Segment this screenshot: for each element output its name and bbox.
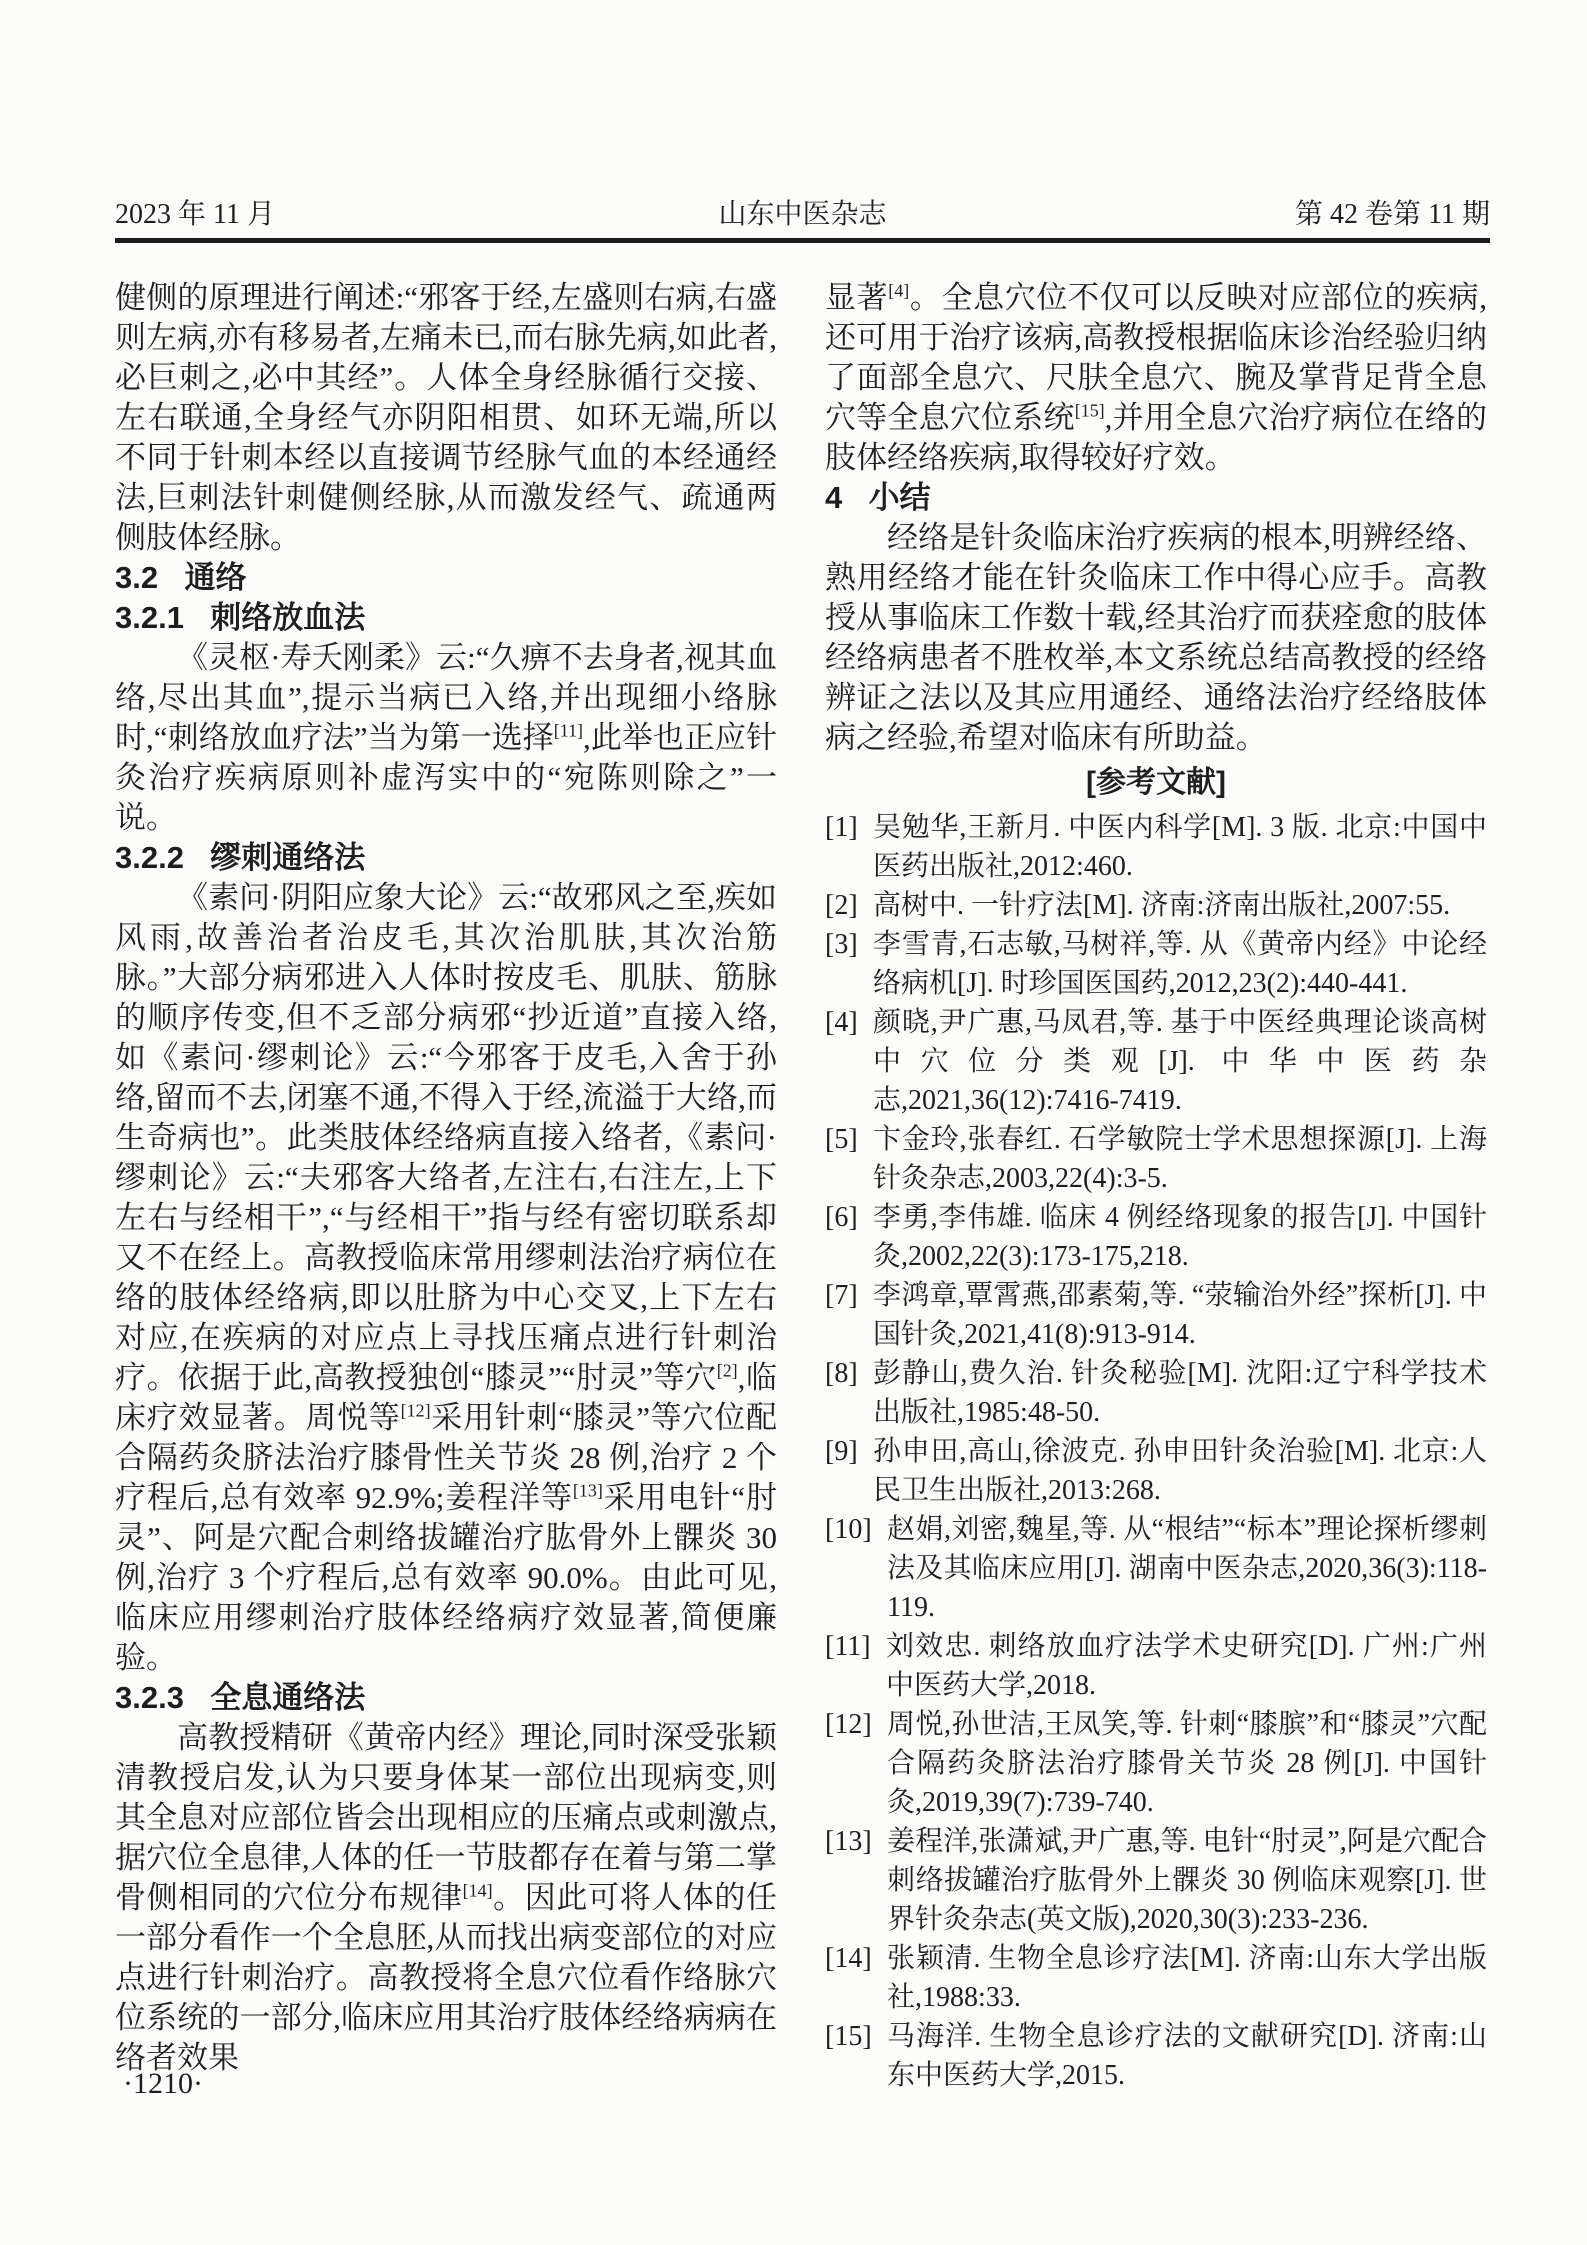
reference-item — [825, 1627, 1487, 1705]
reference-text: 刘效忠. 刺络放血疗法学术史研究[D]. 广州:广州中医药大学,2018. — [886, 1631, 1487, 1701]
section-number: 3.2 — [115, 560, 159, 595]
reference-item — [825, 1003, 1487, 1120]
text-segment: 高教授精研《黄帝内经》理论,同时深受张颖清教授启发,认为只要身体某一部位出现病变,则其全息对应部位皆会出现相应的压痛点或刺激点,据穴位全息律,人体的任一节肢都存在着与第二掌骨侧相同的穴位分布规律 — [115, 1720, 777, 1915]
right-column — [825, 278, 1487, 2095]
page-footer — [123, 2066, 203, 2102]
heading-4 — [825, 478, 1487, 518]
section-title: 缪刺通络法 — [210, 840, 366, 875]
header-journal-title: 山东中医杂志 — [718, 199, 887, 230]
reference-number: [7] — [825, 1280, 858, 1311]
reference-item — [825, 1276, 1487, 1354]
reference-item — [825, 808, 1487, 886]
reference-text: 彭静山,费久治. 针灸秘验[M]. 沈阳:辽宁科学技术出版社,1985:48-50. — [873, 1358, 1487, 1428]
text-segment: 显著 — [825, 280, 889, 315]
reference-text: 孙申田,高山,徐波克. 孙申田针灸治验[M]. 北京:人民卫生出版社,2013:268. — [873, 1436, 1487, 1506]
reference-text: 姜程洋,张潇斌,尹广惠,等. 电针“肘灵”,阿是穴配合刺络拔罐治疗肱骨外上髁炎 30 例临床观察[J]. 世界针灸杂志(英文版),2020,30(3):233-236. — [887, 1826, 1487, 1935]
running-head — [115, 198, 1490, 232]
text-segment: 采用针刺“膝灵”等穴位配合隔药灸脐法治疗膝骨性关节炎 28 例,治疗 2 个疗程后,总有效率 92.9%;姜程洋等 — [115, 1400, 777, 1515]
paragraph-ciluo-fangxue — [115, 638, 777, 838]
text-segment: 。因此可将人体的任一部分看作一个全息胚,从而找出病变部位的对应点进行针刺治疗。高教授将全息穴位看作络脉穴位系统的一部分,临床应用其治疗肢体经络病病在络者效果 — [115, 1880, 778, 2075]
text-segment: 采用电针“肘灵”、阿是穴配合刺络拔罐治疗肱骨外上髁炎 30 例,治疗 3 个疗程后,总有效率 90.0%。由此可见,临床应用缪刺治疗肢体经络病疗效显著,简便廉验。 — [115, 1480, 778, 1675]
reference-number: [8] — [825, 1358, 858, 1389]
section-title: 通络 — [184, 560, 247, 595]
section-number: 4 — [825, 480, 843, 515]
heading-3-2-3 — [115, 1678, 777, 1718]
citation-superscript: [13] — [572, 1480, 603, 1501]
text-segment: 《灵枢·寿夭刚柔》云:“久痹不去身者,视其血络,尽出其血”,提示当病已入络,并出现细小络脉时,“刺络放血疗法”当为第一选择 — [115, 640, 777, 755]
reference-text: 卞金玲,张春红. 石学敏院士学术思想探源[J]. 上海针灸杂志,2003,22(4):3-5. — [873, 1124, 1487, 1194]
reference-number: [11] — [825, 1631, 871, 1662]
text-segment: ,临床疗效显著。周悦等 — [115, 1360, 777, 1435]
reference-item — [825, 1354, 1487, 1432]
section-title: 小结 — [868, 480, 931, 515]
reference-number: [3] — [825, 929, 858, 960]
reference-number: [12] — [825, 1709, 872, 1740]
citation-superscript: [12] — [400, 1400, 431, 1421]
article-body — [115, 278, 1487, 2095]
reference-number: [14] — [825, 1943, 872, 1974]
reference-text: 颜晓,尹广惠,马凤君,等. 基于中医经典理论谈高树中穴位分类观[J]. 中华中医药杂志,2021,36(12):7416-7419. — [873, 1007, 1487, 1116]
text-segment: ,此举也正应针灸治疗疾病原则补虚泻实中的“宛陈则除之”一说。 — [115, 720, 777, 835]
reference-item — [825, 1939, 1487, 2017]
reference-number: [13] — [825, 1826, 872, 1857]
reference-number: [1] — [825, 812, 858, 843]
section-number: 3.2.1 — [115, 600, 184, 635]
reference-number: [15] — [825, 2021, 872, 2052]
reference-item — [825, 1198, 1487, 1276]
heading-3-2-2 — [115, 838, 777, 878]
reference-item — [825, 2017, 1487, 2095]
text-segment: 经络是针灸临床治疗疾病的根本,明辨经络、熟用经络才能在针灸临床工作中得心应手。高教授从事临床工作数十载,经其治疗而获痊愈的肢体经络病患者不胜枚举,本文系统总结高教授的经络辨证之法以及其应用通经、通络法治疗经络肢体病之经验,希望对临床有所助益。 — [825, 520, 1487, 755]
text-segment: 《素问·阴阳应象大论》云:“故邪风之至,疾如风雨,故善治者治皮毛,其次治肌肤,其次治筋脉。”大部分病邪进入人体时按皮毛、肌肤、筋脉的顺序传变,但不乏部分病邪“抄近道”直接入络,如《素问·缪刺论》云:“今邪客于皮毛,入舍于孙络,留而不去,闭塞不通,不得入于经,流溢于大络,而生奇病也”。此类肢体经络病直接入络者,《素问·缪刺论》云:“夫邪客大络者,左注右,右注左,上下左右与经相干”,“与经相干”指与经有密切联系却又不在经上。高教授临床常用缪刺法治疗病位在络的肢体经络病,即以肚脐为中心交叉,上下左右对应,在疾病的对应点上寻找压痛点进行针刺治疗。依据于此,高教授独创“膝灵”“肘灵”等穴 — [115, 880, 777, 1395]
reference-item — [825, 1432, 1487, 1510]
reference-text: 周悦,孙世洁,王凤笑,等. 针刺“膝膑”和“膝灵”穴配合隔药灸脐法治疗膝骨关节炎 28 例[J]. 中国针灸,2019,39(7):739-740. — [887, 1709, 1487, 1818]
citation-superscript: [15] — [1074, 400, 1105, 421]
reference-number: [4] — [825, 1007, 858, 1038]
reference-item — [825, 925, 1487, 1003]
reference-text: 吴勉华,王新月. 中医内科学[M]. 3 版. 北京:中国中医药出版社,2012:460. — [873, 812, 1487, 882]
reference-item — [825, 1705, 1487, 1822]
text-segment: 健侧的原理进行阐述:“邪客于经,左盛则右病,右盛则左病,亦有移易者,左痛未已,而右脉先病,如此者,必巨刺之,必中其经”。人体全身经脉循行交接、左右联通,全身经气亦阴阳相贯、如环无端,所以不同于针刺本经以直接调节经脉气血的本经通经法,巨刺法针刺健侧经脉,从而激发经气、疏通两侧肢体经脉。 — [115, 280, 777, 555]
reference-number: [6] — [825, 1202, 858, 1233]
section-number: 3.2.2 — [115, 840, 184, 875]
header-rule — [115, 238, 1490, 243]
reference-number: [10] — [825, 1514, 872, 1545]
citation-superscript: [4] — [888, 280, 910, 301]
heading-3-2-1 — [115, 598, 777, 638]
reference-text: 李勇,李伟雄. 临床 4 例经络现象的报告[J]. 中国针灸,2002,22(3):173-175,218. — [873, 1202, 1487, 1272]
paragraph-summary — [825, 518, 1487, 758]
citation-superscript: [2] — [716, 1360, 738, 1381]
section-number: 3.2.3 — [115, 1680, 184, 1715]
section-title: 全息通络法 — [210, 1680, 366, 1715]
paragraph-quanxi-tongluo — [115, 1718, 777, 2078]
reference-item — [825, 886, 1487, 925]
references-title: [参考文献] — [1086, 766, 1226, 799]
reference-text: 张颖清. 生物全息诊疗法[M]. 济南:山东大学出版社,1988:33. — [887, 1943, 1487, 2013]
heading-3-2 — [115, 558, 777, 598]
text-segment: ,并用全息穴治疗病位在络的肢体经络疾病,取得较好疗效。 — [825, 400, 1488, 475]
page-number: ·1210· — [123, 2067, 203, 2100]
reference-number: [2] — [825, 890, 858, 921]
header-date: 2023 年 11 月 — [115, 199, 275, 230]
reference-list — [825, 808, 1487, 2095]
section-title: 刺络放血法 — [210, 600, 366, 635]
reference-number: [9] — [825, 1436, 858, 1467]
reference-text: 李鸿章,覃霄燕,邵素菊,等. “荥输治外经”探析[J]. 中国针灸,2021,41(8):913-914. — [873, 1280, 1487, 1350]
header-issue: 第 42 卷第 11 期 — [1295, 199, 1491, 230]
reference-text: 李雪青,石志敏,马树祥,等. 从《黄帝内经》中论经络病机[J]. 时珍国医国药,2012,23(2):440-441. — [873, 929, 1487, 999]
citation-superscript: [11] — [553, 720, 584, 741]
paragraph-miuci-tongluo — [115, 878, 777, 1678]
reference-item — [825, 1120, 1487, 1198]
citation-superscript: [14] — [462, 1880, 493, 1901]
reference-text: 高树中. 一针疗法[M]. 济南:济南出版社,2007:55. — [873, 890, 1451, 921]
reference-text: 赵娟,刘密,魏星,等. 从“根结”“标本”理论探析缪刺法及其临床应用[J]. 湖南中医杂志,2020,36(3):118-119. — [887, 1514, 1487, 1623]
reference-item — [825, 1510, 1487, 1627]
reference-number: [5] — [825, 1124, 858, 1155]
reference-item — [825, 1822, 1487, 1939]
paragraph-quanxi-continuation — [825, 278, 1487, 478]
paragraph-juci-continuation — [115, 278, 777, 558]
left-column — [115, 278, 777, 2095]
text-segment: 。全息穴位不仅可以反映对应部位的疾病,还可用于治疗该病,高教授根据临床诊治经验归纳了面部全息穴、尺肤全息穴、腕及掌背足背全息穴等全息穴位系统 — [825, 280, 1488, 435]
reference-text: 马海洋. 生物全息诊疗法的文献研究[D]. 济南:山东中医药大学,2015. — [887, 2021, 1487, 2091]
